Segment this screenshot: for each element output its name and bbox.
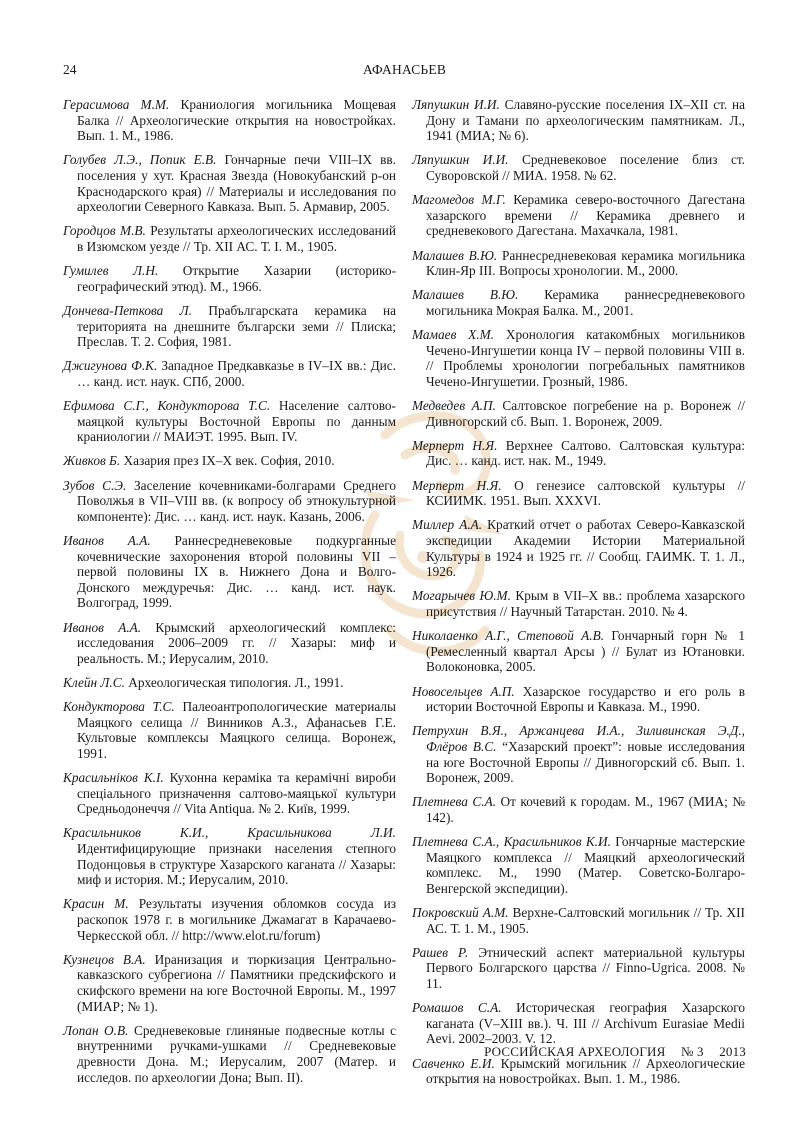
reference-entry — [412, 628, 745, 675]
reference-author: Миллер А.А. — [412, 517, 483, 533]
reference-entry — [63, 358, 396, 389]
reference-author: Плетнева С.А. — [412, 794, 497, 810]
reference-entry — [412, 517, 745, 579]
reference-author: Савченко Е.И. — [412, 1055, 495, 1071]
reference-entry — [412, 478, 745, 509]
references-right-column — [412, 97, 745, 1095]
reference-entry — [63, 97, 396, 144]
reference-author: Иванов А.А. — [63, 619, 142, 635]
reference-text: Палеоантропологические материалы Маяцкого селища // Винников А.З., Афанасьев Г.Е. Культовые комплексы Маяцкого селища. Воронеж, 1991. — [77, 699, 396, 761]
reference-author: Николаенко А.Г., Степовой А.В. — [412, 628, 605, 644]
reference-text: Керамика раннесредневекового могильника Мокрая Балка. М., 2001. — [426, 287, 745, 318]
reference-text: Идентифицирующие признаки населения степного Подонцовья в структуре Хазарского каганата // Хазары: миф и история. М.; Иерусалим, 2010. — [77, 841, 396, 888]
reference-author: Голубев Л.Э., Попик Е.В. — [63, 152, 217, 168]
reference-author: Красин М. — [63, 896, 129, 912]
reference-entry — [412, 1056, 745, 1087]
reference-author: Живков Б. — [63, 453, 121, 469]
reference-author: Петрухин В.Я., Аржанцева И.А., Зиливинская Э.Д., Флёров В.С. — [412, 723, 745, 754]
reference-entry — [412, 684, 745, 715]
reference-author: Магомедов М.Г. — [412, 192, 506, 208]
page-footer — [484, 1044, 746, 1060]
reference-entry — [412, 192, 745, 239]
reference-text: Результаты археологических исследований в Изюмском уезде // Тр. XII АС. Т. I. М., 1905. — [77, 223, 396, 254]
reference-text: Прабългарската керамика на територията на днешните български земи // Плиска; Преслав. Т. 2. София, 1981. — [77, 302, 396, 350]
reference-text: Хазария през IX–X век. София, 2010. — [120, 453, 335, 469]
reference-author: Клейн Л.С. — [63, 674, 125, 690]
reference-author: Городцов М.В. — [63, 223, 146, 239]
reference-text: Западное Предкавказье в IV–IX вв.: Дис. … канд. ист. наук. СПб, 2000. — [77, 358, 397, 389]
reference-author: Гумилев Л.Н. — [63, 263, 159, 279]
reference-text: Хазарское государство и его роль в истории Восточной Европы и Кавказа. М., 1990. — [426, 683, 745, 715]
reference-text: Кухонна кераміка та керамічні вироби спеціального призначення салтово-маяцької культури Средньодонеччя // Vita Antiqua. № 2. Київ, 1999. — [77, 770, 396, 817]
reference-author: Иванов А.А. — [63, 533, 151, 548]
reference-entry — [412, 152, 745, 183]
page-number: 24 — [63, 62, 77, 77]
reference-entry — [412, 398, 745, 429]
journal-title: РОССИЙСКАЯ АРХЕОЛОГИЯ — [484, 1044, 666, 1059]
reference-text: Верхне-Салтовский могильник // Тр. XII АС. Т. 1. М., 1905. — [426, 905, 745, 936]
reference-entry — [63, 825, 396, 887]
reference-entry — [63, 533, 396, 611]
reference-author: Малашев В.Ю. — [412, 287, 519, 303]
reference-text: Гончарные печи VIII–IX вв. поселения у хут. Красная Звезда (Новокубанский р-он Краснодарского края) // Материалы и исследования по археологии Северного Кавказа. Вып. 5. Армавир, 2005. — [77, 152, 396, 215]
reference-author: Дончева-Петкова Л. — [63, 302, 192, 318]
reference-entry — [412, 438, 745, 469]
reference-entry — [63, 770, 396, 817]
reference-entry — [412, 248, 745, 279]
reference-text: Иранизация и тюркизация Центрально-кавказского субрегиона // Памятники предскифского и скифского времени на юге Восточной Европы. М., 1997 (МИАР; № 1). — [77, 951, 396, 1014]
reference-author: Кузнецов В.А. — [63, 951, 146, 967]
reference-entry — [63, 896, 396, 943]
reference-author: Кондукторова Т.С. — [63, 699, 175, 715]
reference-author: Медведев А.П. — [412, 398, 496, 414]
page-header — [63, 62, 746, 82]
reference-text: Этнический аспект материальной культуры Первого Болгарского царства // Finno-Ugrica. 2008. № 11. — [426, 944, 745, 991]
reference-entry — [412, 723, 745, 785]
reference-entry — [63, 699, 396, 761]
reference-text: Крымский археологический комплекс: исследования 2006–2009 гг. // Хазары: миф и реальность. М.; Иерусалим, 2010. — [77, 619, 396, 666]
reference-author: Покровский А.М. — [412, 905, 509, 921]
reference-text: Славяно-русские поселения IX–XII ст. на Дону и Тамани по археологическим памятникам. Л., 1941 (МИА; № 6). — [426, 97, 746, 144]
reference-text: Верхнее Салтово. Салтовская культура: Дис. … канд. ист. нак. М., 1949. — [426, 437, 745, 469]
reference-text: Гончарный горн № 1 (Ремесленный квартал Арсы ) // Булат из Ютановки. Волоконовка, 2005. — [426, 628, 745, 675]
reference-entry — [63, 453, 396, 469]
publication-year: 2013 — [719, 1044, 746, 1059]
reference-entry — [63, 152, 396, 214]
reference-author: Красильніков К.І. — [63, 770, 164, 786]
reference-entry — [412, 287, 745, 318]
reference-entry — [63, 398, 396, 445]
reference-text: Салтовское погребение на р. Воронеж // Дивногорский сб. Вып. 1. Воронеж, 2009. — [426, 398, 745, 429]
reference-entry — [63, 223, 396, 254]
reference-author: Ромашов С.А. — [412, 1000, 502, 1016]
reference-entry — [412, 945, 745, 992]
references-left-column — [63, 97, 396, 1094]
reference-text: Результаты изучения обломков сосуда из раскопок 1978 г. в могильнике Джамагат в Карачаево-Черкесской обл. // http://www.elot.ru/forum) — [77, 896, 396, 943]
reference-text: Крым в VII–X вв.: проблема хазарского присутствия // Научный Татарстан. 2010. № 4. — [426, 588, 745, 619]
running-head: АФАНАСЬЕВ — [362, 62, 447, 77]
reference-entry — [412, 1000, 745, 1047]
reference-text: Гончарные мастерские Маяцкого комплекса // Маяцкий археологический комплекс. М., 1990 (Матер. Советско-Болгаро-Венгерской экспедиции). — [426, 834, 746, 896]
reference-author: Рашев Р. — [412, 944, 469, 960]
reference-text: Хронология катакомбных могильников Чечено-Ингушетии конца IV – первой половины VIII в. // Проблемы хронологии погребальных памятников Чечено-Ингушетии. Грозный, 1986. — [426, 327, 745, 389]
reference-author: Мерперт Н.Я. — [412, 437, 498, 453]
reference-text: Заселение кочевниками-болгарами Среднего Поволжья в VII–VIII вв. (к вопросу об этнокультурной компоненте): Дис. … канд. ист. наук. Казань, 2006. — [77, 477, 396, 524]
reference-text: Население салтово-маяцкой культуры Восточной Европы по данным краниологии // МАИЭТ. 1995. Вып. IV. — [77, 398, 396, 445]
reference-entry — [412, 97, 745, 144]
reference-text: Керамика северо-восточного Дагестана хазарского времени // Керамика древнего и средневекового Дагестана. Махачкала, 1981. — [426, 192, 746, 239]
reference-entry — [63, 303, 396, 350]
reference-author: Плетнева С.А., Красильников К.И. — [412, 834, 611, 850]
reference-author: Мамаев Х.М. — [412, 327, 495, 343]
reference-text: От кочевий к городам. М., 1967 (МИА; № 142). — [426, 794, 745, 825]
reference-text: О генезисе салтовской культуры // КСИИМК. 1951. Вып. XXXVI. — [426, 477, 745, 509]
reference-text: “Хазарский проект”: новые исследования на юге Восточной Европы // Дивногорский сб. Вып. 1. Воронеж, 2009. — [426, 738, 745, 786]
reference-text: Раннесредневековые подкурганные кочевнические захоронения второй половины VII – первой половины IX в. Нижнего Дона и Волго-Донского междуречья: Дис. … канд. ист. наук. Волгоград, 1999. — [77, 533, 396, 611]
reference-text: Средневековое поселение близ ст. Суворовской // МИА. 1958. № 62. — [426, 152, 746, 183]
reference-entry — [412, 834, 745, 896]
reference-author: Ляпушкин И.И. — [412, 97, 500, 112]
reference-text: Открытие Хазарии (историко-географический этюд). М., 1966. — [77, 263, 396, 294]
reference-author: Ляпушкин И.И. — [412, 152, 509, 168]
reference-entry — [63, 263, 396, 294]
reference-entry — [412, 588, 745, 619]
reference-text: Краткий отчет о работах Северо-Кавказской экспедиции Академии Истории Материальной Культуры в 1924 и 1925 гг. // Сообщ. ГАИМК. Т. 1. Л., 1926. — [426, 517, 746, 580]
reference-text: Крымский могильник // Археологические открытия на новостройках. Вып. 1. М., 1986. — [426, 1055, 745, 1087]
reference-text: Краниология могильника Мощевая Балка // Археологические открытия на новостройках. Вып. 1. М., 1986. — [77, 97, 396, 144]
reference-author: Зубов С.Э. — [63, 477, 127, 493]
reference-author: Джигунова Ф.К. — [63, 358, 158, 374]
reference-text: Средневековые глиняные подвесные котлы с внутренними ручками-ушками // Средневековые древности Дона. М.; Иерусалим, 2007 (Матер. и исследов. по археологии Дона; Вып. II). — [77, 1022, 397, 1085]
reference-author: Новосельцев А.П. — [412, 683, 515, 699]
reference-text: Археологическая типология. Л., 1991. — [124, 674, 344, 690]
reference-author: Мерперт Н.Я. — [412, 477, 502, 493]
reference-entry — [63, 675, 396, 691]
reference-entry — [63, 620, 396, 667]
reference-author: Лопан О.В. — [63, 1022, 129, 1038]
reference-text: Раннесредневековая керамика могильника Клин-Яр III. Вопросы хронологии. М., 2000. — [426, 247, 745, 279]
reference-author: Малашев В.Ю. — [412, 247, 498, 263]
reference-author: Могарычев Ю.М. — [412, 588, 511, 604]
reference-text: Историческая география Хазарского каганата (V–XIII вв.). Ч. III // Archivum Eurasiae Medii Aevi. 2002–2003. V. 12. — [426, 1000, 745, 1047]
reference-entry — [412, 327, 745, 389]
reference-author: Красильников К.И., Красильникова Л.И. — [63, 825, 396, 841]
reference-entry — [63, 1023, 396, 1085]
reference-entry — [412, 794, 745, 825]
reference-entry — [63, 952, 396, 1014]
reference-entry — [63, 478, 396, 525]
reference-entry — [412, 905, 745, 936]
reference-author: Герасимова М.М. — [63, 97, 170, 112]
reference-author: Ефимова С.Г., Кондукторова Т.С. — [63, 398, 271, 414]
issue-number: № 3 — [680, 1044, 704, 1059]
